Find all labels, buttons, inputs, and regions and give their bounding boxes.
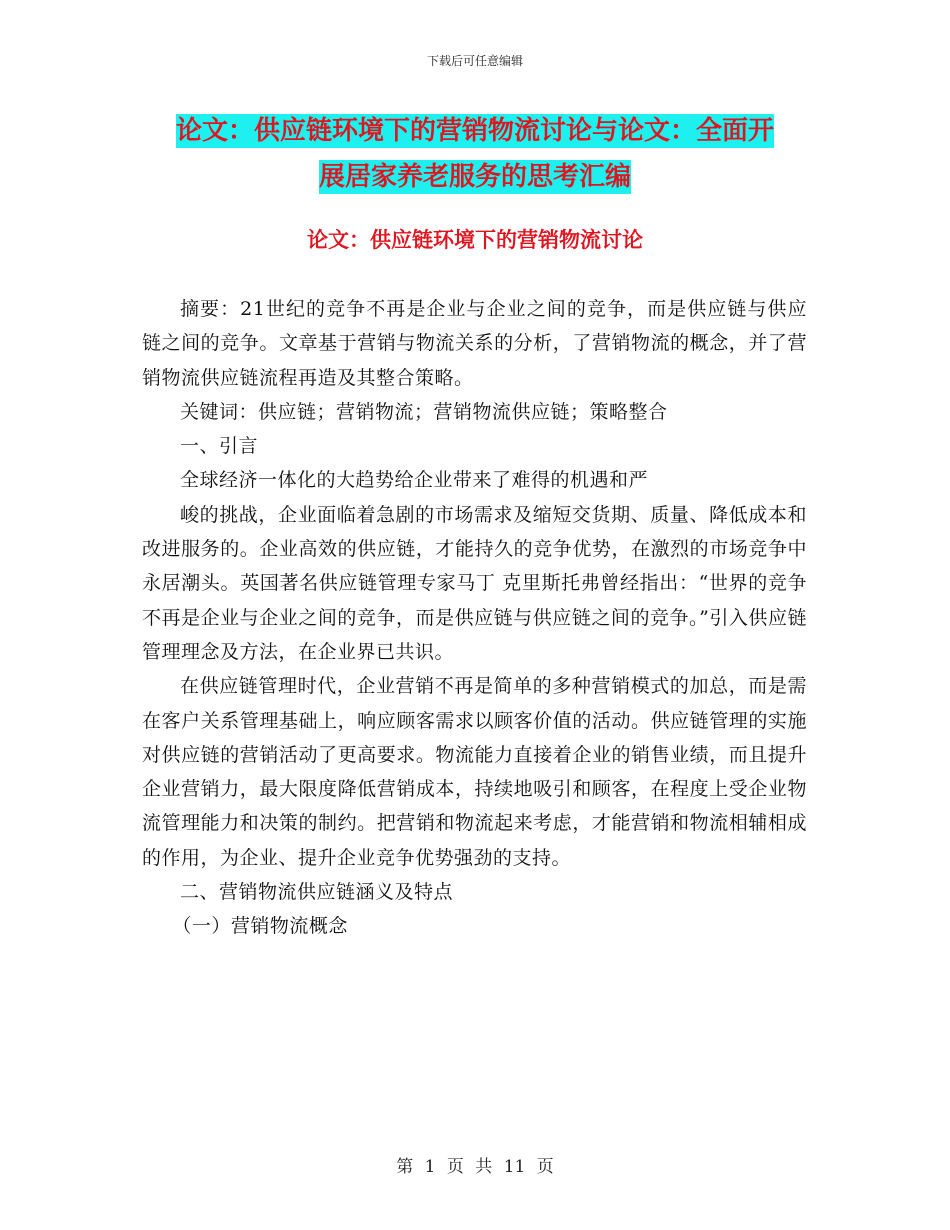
- heading-introduction: 一、引言: [180, 435, 259, 458]
- paragraph-abstract: 摘要：21世纪的竞争不再是企业与企业之间的竞争，而是供应链与供应链之间的竞争。文章基于营销与物流关系的分析，了营销物流的概念，并了营销物流供应链流程再造及其整合策略。: [142, 298, 807, 389]
- paragraph-keywords: 关键词：供应链；营销物流；营销物流供应链；策略整合: [180, 400, 668, 423]
- header-note: 下载后可任意编辑: [426, 54, 523, 68]
- heading-subsection-one: （一）营销物流概念: [172, 915, 348, 938]
- paragraph-supply-chain-era: 在供应链管理时代，企业营销不再是简单的多种营销模式的加总，而是需在客户关系管理基础上，响应顾客需求以顾客价值的活动。供应链管理的实施对供应链的营销活动了更高要求。物流能力直接着企业的销售业绩，而且提升企业营销力，最大限度降低营销成本，持续地吸引和顾客，在程度上受企业物流管理能力和决策的制约。把营销和物流起来考虑，才能营销和物流相辅相成的作用，为企业、提升企业竞争优势强劲的支持。: [142, 675, 807, 869]
- document-title-line-2: 展居家养老服务的思考汇编: [318, 162, 631, 192]
- paragraph-intro-start: 全球经济一体化的大趋势给企业带来了难得的机遇和严: [180, 469, 649, 492]
- document-title-line-1: 论文：供应链环境下的营销物流讨论与论文：全面开: [175, 116, 774, 146]
- heading-section-two: 二、营销物流供应链涵义及特点: [180, 881, 454, 904]
- body-text: [142, 292, 807, 944]
- document-title: [140, 108, 810, 200]
- section-title: 论文：供应链环境下的营销物流讨论: [307, 228, 643, 252]
- paragraph-intro-body: 峻的挑战，企业面临着急剧的市场需求及缩短交货期、质量、降低成本和改进服务的。企业高效的供应链，才能持久的竞争优势，在激烈的市场竞争中永居潮头。英国著名供应链管理专家马丁 克里斯托弗曾经指出：“世界的竞争不再是企业与企业之间的竞争，而是供应链与供应链之间的竞争。”引入供应链管理理念及方法，在企业界已共识。: [142, 503, 807, 663]
- page-number: 第 1 页 共 11 页: [396, 1157, 554, 1177]
